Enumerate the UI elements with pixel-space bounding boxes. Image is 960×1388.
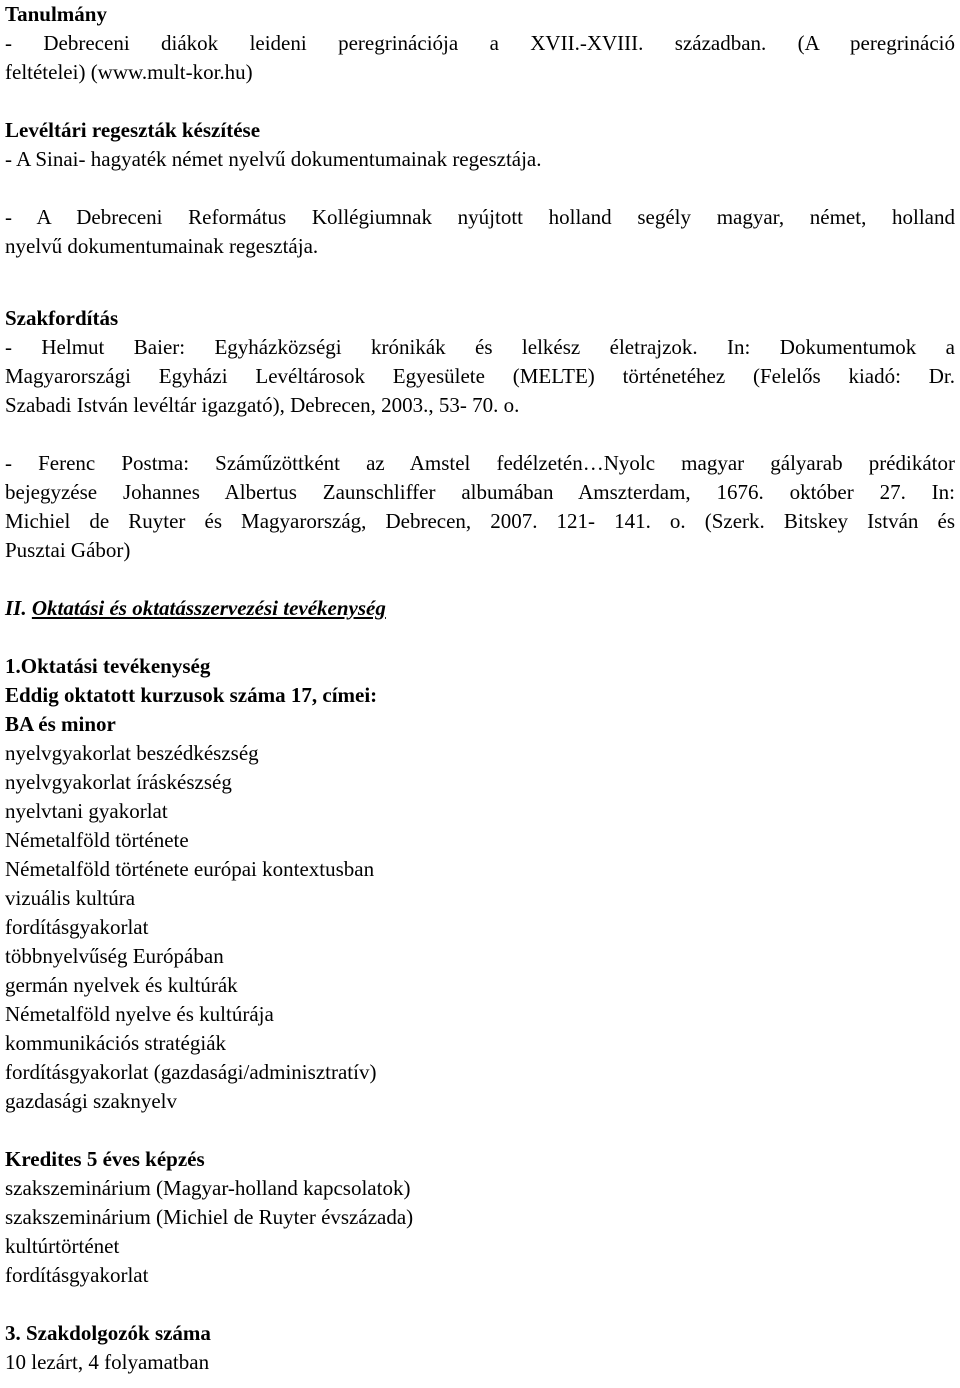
section-heading-text: Oktatási és oktatásszervezési tevékenység: [31, 596, 386, 620]
szakforditas-item-line: Michiel de Ruyter és Magyarország, Debrecen, 2007. 121- 141. o. (Szerk. Bitskey István és: [5, 509, 955, 533]
kredites-course-list: [5, 1174, 955, 1290]
course-item: fordításgyakorlat: [5, 1263, 149, 1287]
sub-heading-oktatasi-tevekenyseg: 1.Oktatási tevékenység: [5, 654, 211, 678]
course-item: kultúrtörténet: [5, 1234, 120, 1258]
course-item: nyelvgyakorlat beszédkészség: [5, 741, 259, 765]
section-heading-szakforditas: Szakfordítás: [5, 306, 119, 330]
course-item: nyelvtani gyakorlat: [5, 799, 168, 823]
section-heading-oktatasi: [5, 594, 955, 623]
szakforditas-item-line: Magyarországi Egyházi Levéltárosok Egyesülete (MELTE) történetéhez (Felelős kiadó: Dr.: [5, 364, 955, 388]
ba-course-list: [5, 739, 955, 1116]
szakforditas-item-line: - Helmut Baier: Egyházközségi krónikák és lelkész életrajzok. In: Dokumentumok a: [5, 335, 955, 359]
ba-heading: BA és minor: [5, 712, 116, 736]
section-heading-tanulmany: Tanulmány: [5, 2, 107, 26]
tanulmany-item-line: feltételei) (www.mult-kor.hu): [5, 60, 253, 84]
course-item: fordításgyakorlat (gazdasági/adminisztratív): [5, 1060, 377, 1084]
courses-count-heading: Eddig oktatott kurzusok száma 17, címei:: [5, 683, 378, 707]
szakforditas-item-line: - Ferenc Postma: Száműzöttként az Amstel fedélzetén…Nyolc magyar gályarab prédikátor: [5, 451, 955, 475]
szakforditas-item-line: Szabadi István levéltár igazgató), Debrecen, 2003., 53- 70. o.: [5, 393, 520, 417]
szakforditas-item-line: Pusztai Gábor): [5, 538, 131, 562]
course-item: vizuális kultúra: [5, 886, 136, 910]
szakforditas-item-line: bejegyzése Johannes Albertus Zaunschliffer albumában Amszterdam, 1676. október 27. In:: [5, 480, 955, 504]
document-page: [5, 0, 955, 1377]
course-item: Németalföld története: [5, 828, 189, 852]
course-item: Németalföld nyelve és kultúrája: [5, 1002, 274, 1026]
course-item: Németalföld története európai kontextusban: [5, 857, 375, 881]
course-item: kommunikációs stratégiák: [5, 1031, 227, 1055]
kredites-heading: Kredites 5 éves képzés: [5, 1147, 205, 1171]
section-heading-regesztak: Levéltári regeszták készítése: [5, 118, 261, 142]
regeszta-item-line: - A Debreceni Református Kollégiumnak nyújtott holland segély magyar, német, holland: [5, 205, 955, 229]
course-item: nyelvgyakorlat íráskészség: [5, 770, 232, 794]
course-item: többnyelvűség Európában: [5, 944, 224, 968]
tanulmany-item-line: - Debreceni diákok leideni peregrinációja a XVII.-XVIII. században. (A peregrináció: [5, 31, 955, 55]
course-item: germán nyelvek és kultúrák: [5, 973, 238, 997]
szakdolgozok-heading: 3. Szakdolgozók száma: [5, 1321, 211, 1345]
course-item: fordításgyakorlat: [5, 915, 149, 939]
section-roman-numeral: II.: [5, 596, 27, 620]
regeszta-item-line: nyelvű dokumentumainak regesztája.: [5, 234, 319, 258]
regeszta-item: - A Sinai- hagyaték német nyelvű dokumentumainak regesztája.: [5, 147, 542, 171]
szakdolgozok-value: 10 lezárt, 4 folyamatban: [5, 1350, 210, 1374]
course-item: szakszeminárium (Michiel de Ruyter évszázada): [5, 1205, 414, 1229]
course-item: szakszeminárium (Magyar-holland kapcsolatok): [5, 1176, 411, 1200]
course-item: gazdasági szaknyelv: [5, 1089, 178, 1113]
